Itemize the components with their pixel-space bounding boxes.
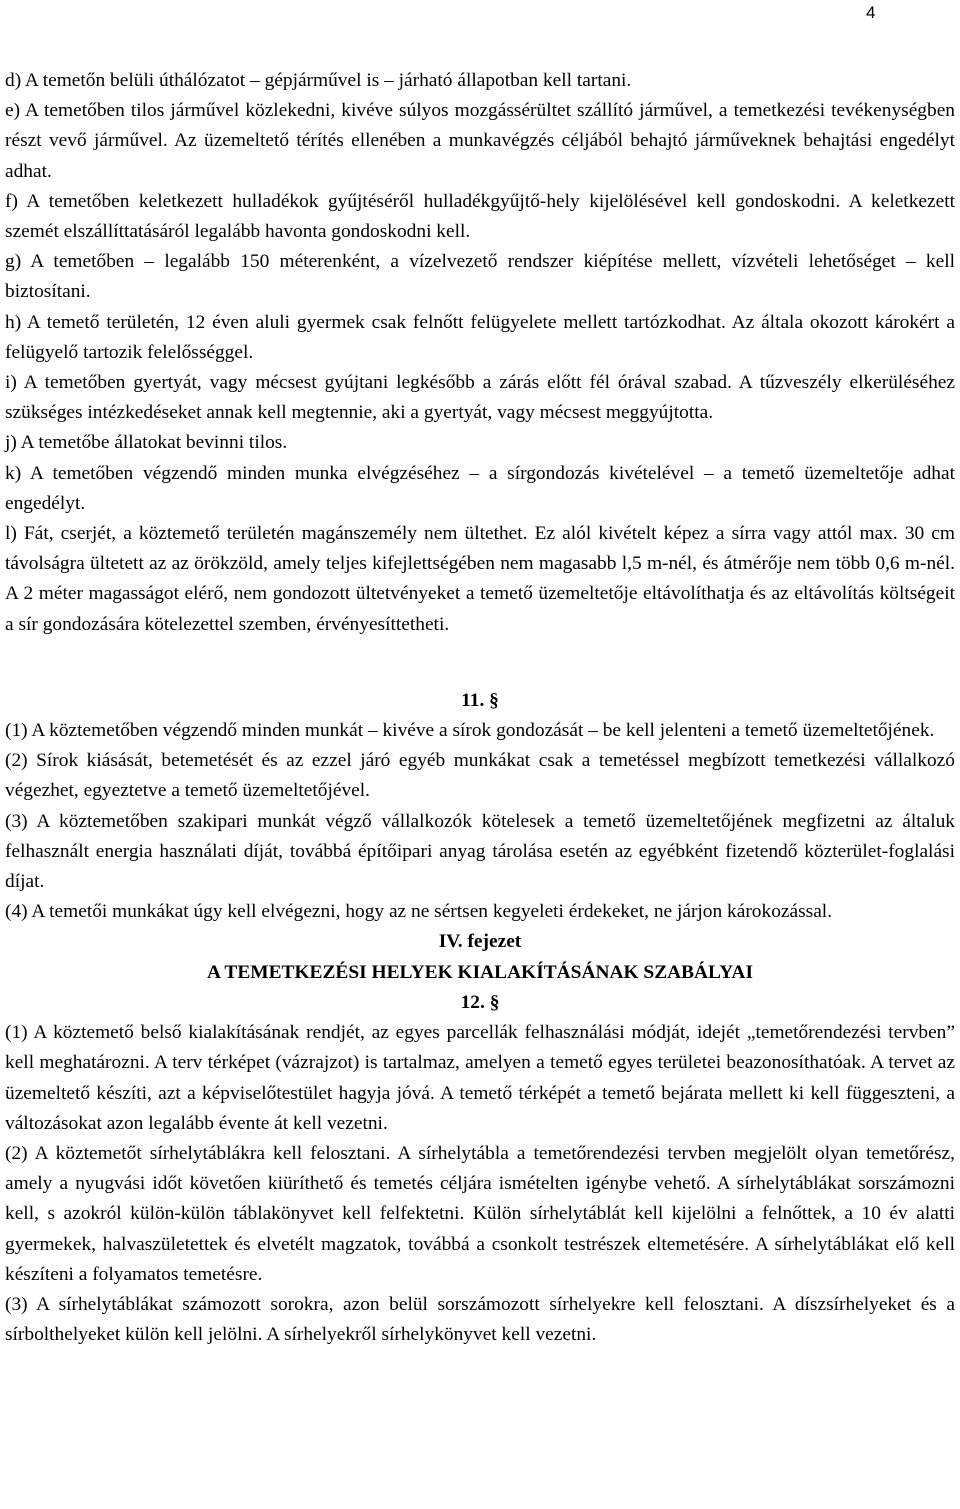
chapter-title: A TEMETKEZÉSI HELYEK KIALAKÍTÁSÁNAK SZABÁLYAI bbox=[206, 961, 753, 983]
item-l: l) Fát, cserjét, a köztemető területén magánszemély nem ültethet. Ez alól kivételt képez a sírra vagy attól max. 30 cm távolságra ültetett az az örökzöld, amely teljes kifejlettségében nem magasabb l,5 m-nél, és átmérője nem több 0,6 m-nél. A 2 méter magasságot elérő, nem gondozott ültetvényeket a temető üzemeltetője eltávolíthatja és az eltávolítás költségeit a sír gondozására kötelezettel szemben, érvényesíttetheti. bbox=[5, 523, 955, 635]
section-12-heading: 12. § bbox=[460, 991, 500, 1013]
section-12-paragraph-2: (2) A köztemetőt sírhelytáblákra kell felosztani. A sírhelytábla a temetőrendezési tervben megjelölt olyan temetőrész, amely a nyugvási időt követően kiüríthető és temetés céljára ismételten igénybe vehető. A sírhelytáblákat sorszámozni kell, s azokról külön-külön táblakönyvet kell felfektetni. Külön sírhelytáblát kell kijelölni a felnőttek, a 10 év alatti gyermekek, halvaszületettek és elvetélt magzatok, továbbá a csonkolt testrészek eltemetésére. A sírhelytáblákat elő kell készíteni a folyamatos temetésre. bbox=[5, 1142, 955, 1285]
document-body bbox=[5, 66, 955, 1350]
item-h: h) A temető területén, 12 éven aluli gyermek csak felnőtt felügyelete mellett tartózkodhat. Az általa okozott károkért a felügyelő tartozik felelősséggel. bbox=[5, 311, 955, 363]
section-11-heading: 11. § bbox=[461, 689, 499, 711]
spacer bbox=[5, 640, 955, 686]
chapter-number: IV. fejezet bbox=[438, 931, 522, 953]
item-d: d) A temetőn belüli úthálózatot – gépjárművel is – járható állapotban kell tartani. bbox=[5, 70, 632, 91]
section-11-paragraph-3: (3) A köztemetőben szakipari munkát végző vállalkozók kötelesek a temető üzemeltetőjének megfizetni az általuk felhasznált energia használati díját, továbbá építőipari anyag tárolása esetén az egyébként fizetendő közterület-foglalási díjat. bbox=[5, 810, 955, 893]
page-number: 4 bbox=[866, 3, 876, 22]
item-g: g) A temetőben – legalább 150 méterenként, a vízelvezető rendszer kiépítése mellett, vízvételi lehetőséget – kell biztosítani. bbox=[5, 251, 955, 303]
item-k: k) A temetőben végzendő minden munka elvégzéséhez – a sírgondozás kivételével – a temető üzemeltetője adhat engedélyt. bbox=[5, 462, 955, 514]
item-i: i) A temetőben gyertyát, vagy mécsest gyújtani legkésőbb a zárás előtt fél órával szabad. A tűzveszély elkerüléséhez szükséges intézkedéseket annak kell megtennie, aki a gyertyát, vagy mécsest meggyújtotta. bbox=[5, 372, 955, 424]
item-j: j) A temetőbe állatokat bevinni tilos. bbox=[5, 432, 288, 454]
section-11-paragraph-4: (4) A temetői munkákat úgy kell elvégezni, hogy az ne sértsen kegyeleti érdekeket, ne járjon károkozással. bbox=[5, 901, 833, 923]
section-11-paragraph-1: (1) A köztemetőben végzendő minden munkát – kivéve a sírok gondozását – be kell jelenteni a temető üzemeltetőjének. bbox=[5, 720, 935, 742]
section-12-paragraph-3: (3) A sírhelytáblákat számozott sorokra, azon belül sorszámozott sírhelyekre kell felosztani. A díszsírhelyeket és a sírbolthelyeket külön kell jelölni. A sírhelyekről sírhelykönyvet kell vezetni. bbox=[5, 1293, 955, 1346]
section-11-paragraph-2: (2) Sírok kiásását, betemetését és az ezzel járó egyéb munkákat csak a temetéssel megbízott temetkezési vállalkozó végezhet, egyeztetve a temető üzemeltetőjével. bbox=[5, 750, 955, 802]
item-e: e) A temetőben tilos járművel közlekedni, kivéve súlyos mozgássérültet szállító járművel, a temetkezési tevékenységben részt vevő járművel. Az üzemeltető térítés ellenében a munkavégzés céljából behajtó járműveknek behajtási engedélyt adhat. bbox=[5, 100, 955, 182]
section-12-paragraph-1: (1) A köztemető belső kialakításának rendjét, az egyes parcellák felhasználási módját, idejét „temetőrendezési tervben” kell meghatározni. A terv térképet (vázrajzot) is tartalmaz, amelyen a temető egyes területei beazonosíthatóak. A tervet az üzemeltető készíti, azt a képviselőtestület hagyja jóvá. A temető térképét a temető bejárata mellett ki kell függeszteni, a változásokat azon legalább évente át kell vezetni. bbox=[5, 1022, 955, 1134]
item-f: f) A temetőben keletkezett hulladékok gyűjtéséről hulladékgyűjtő-hely kijelölésével kell gondoskodni. A keletkezett szemét elszállíttatásáról legalább havonta gondoskodni kell. bbox=[5, 190, 955, 243]
